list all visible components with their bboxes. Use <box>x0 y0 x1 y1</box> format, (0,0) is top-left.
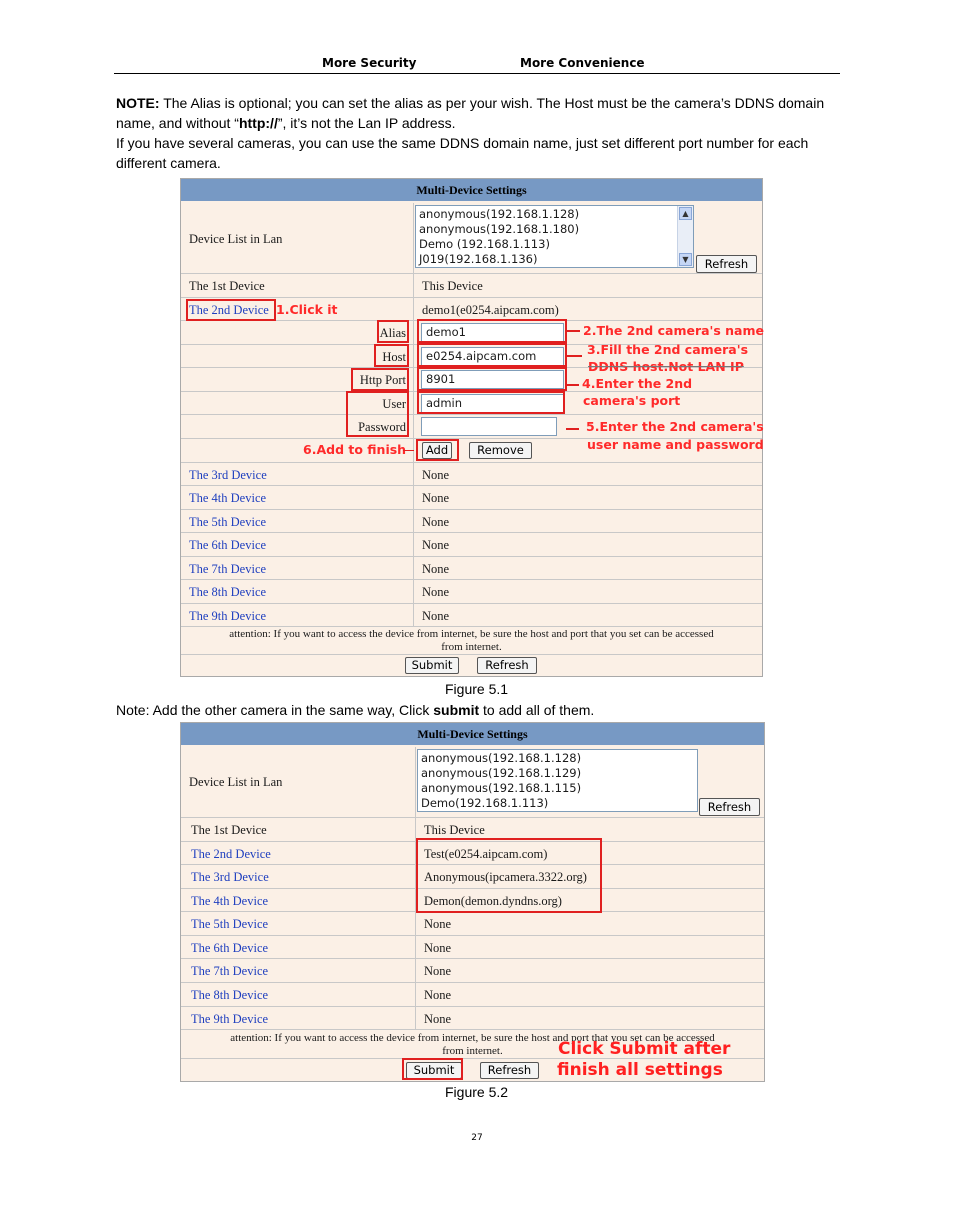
note-text-2: If you have several cameras, you can use the same DDNS domain name, just set different port number for each different camera. <box>116 135 809 171</box>
table-row <box>181 935 764 959</box>
header-left: More Security <box>322 56 417 70</box>
note-label: NOTE: <box>116 95 160 111</box>
highlight-credentials-label <box>346 391 409 437</box>
second-device-link[interactable]: The 2nd Device <box>189 303 269 317</box>
alias-input[interactable]: demo1 <box>421 323 564 342</box>
list-item[interactable]: J019(192.168.1.136) <box>419 252 538 266</box>
header-right: More Convenience <box>520 56 645 70</box>
attention-text-2: from internet. <box>441 641 502 653</box>
fig1-device-list[interactable] <box>415 205 694 268</box>
host-label: Host <box>382 350 406 364</box>
highlight-host-input <box>417 343 567 367</box>
device-1-label: The 1st Device <box>191 823 267 837</box>
attention-text-2: from internet. <box>442 1045 503 1057</box>
figure-caption-1: Figure 5.1 <box>445 681 509 697</box>
attention-text-1: attention: If you want to access the device from internet, be sure the host and port that you set can be accessed <box>229 628 714 640</box>
device-8-link[interactable]: The 8th Device <box>191 988 269 1002</box>
annotation-4b: camera's port <box>583 393 681 408</box>
remove-button[interactable]: Remove <box>469 442 532 459</box>
header-divider <box>114 73 840 74</box>
note-text-1b: ”, it’s not the Lan IP address. <box>277 115 456 131</box>
user-input[interactable]: admin <box>421 394 564 413</box>
attention-text-1: attention: If you want to access the device from internet, be sure the host and port that you set can be accessed <box>230 1032 715 1044</box>
device-3-link[interactable]: The 3rd Device <box>191 870 269 884</box>
highlight-alias-input <box>417 319 567 343</box>
device-5-link[interactable]: The 5th Device <box>189 515 267 529</box>
annotation-4a: 4.Enter the 2nd <box>582 376 693 391</box>
annotation-5a: 5.Enter the 2nd camera's <box>586 419 764 434</box>
device-2-link[interactable]: The 2nd Device <box>191 847 271 861</box>
second-device-value: demo1(e0254.aipcam.com) <box>422 303 559 317</box>
device-6-link[interactable]: The 6th Device <box>191 941 269 955</box>
device-1-value: This Device <box>424 823 485 837</box>
device-9-value: None <box>424 1012 452 1026</box>
device-7-value: None <box>424 964 452 978</box>
note-http: http:// <box>238 115 278 131</box>
password-input[interactable] <box>421 417 557 436</box>
fig1-refresh-button[interactable]: Refresh <box>696 255 757 273</box>
list-item[interactable]: anonymous(192.168.1.129) <box>421 766 582 780</box>
device-3-value: None <box>422 468 450 482</box>
device-7-link[interactable]: The 7th Device <box>191 964 269 978</box>
fig1-device-list-label: Device List in Lan <box>189 232 283 246</box>
port-input[interactable]: 8901 <box>421 370 564 389</box>
list-scrollbar[interactable] <box>677 206 693 267</box>
action-row <box>181 654 762 676</box>
table-row <box>181 911 764 935</box>
pointer-line <box>567 384 579 386</box>
note-2-bold: submit <box>433 702 480 718</box>
device-4-value: Demon(demon.dyndns.org) <box>424 894 562 908</box>
list-item[interactable]: anonymous(192.168.1.115) <box>421 781 582 795</box>
highlight-user-input <box>417 391 565 414</box>
add-button[interactable]: Add <box>422 442 452 459</box>
table-row <box>181 1006 764 1030</box>
first-device-label: The 1st Device <box>189 279 265 293</box>
table-row <box>181 579 762 603</box>
note-text-1: The Alias is optional; you can set the alias as per your wish. The Host must be the camera’s DDNS domain name, and without “ <box>116 95 825 131</box>
note-2-pre: Note: Add the other camera in the same way, Click <box>116 702 434 718</box>
table-row <box>181 556 762 580</box>
device-7-link[interactable]: The 7th Device <box>189 562 267 576</box>
highlight-add-button <box>416 439 459 461</box>
table-row <box>181 273 762 297</box>
table-row <box>181 982 764 1006</box>
fig2-title: Multi-Device Settings <box>181 723 764 745</box>
annotation-submit-a: Click Submit after <box>558 1039 731 1059</box>
refresh-button[interactable]: Refresh <box>480 1062 539 1079</box>
annotation-3b: DDNS host.Not LAN IP <box>588 359 744 374</box>
table-row <box>181 603 762 627</box>
list-item[interactable]: Demo (192.168.1.113) <box>419 237 550 251</box>
list-item[interactable]: anonymous(192.168.1.128) <box>419 207 580 221</box>
pointer-line <box>403 450 414 451</box>
submit-button[interactable]: Submit <box>406 1062 462 1079</box>
pointer-line <box>567 355 582 357</box>
table-row <box>181 485 762 509</box>
port-label: Http Port <box>359 373 406 387</box>
highlight-submit-button <box>402 1058 463 1080</box>
device-7-value: None <box>422 562 450 576</box>
list-item[interactable]: anonymous(192.168.1.180) <box>419 222 580 236</box>
highlight-2nd-device <box>186 299 276 321</box>
device-5-link[interactable]: The 5th Device <box>191 917 269 931</box>
table-row <box>181 958 764 982</box>
device-2-value: Test(e0254.aipcam.com) <box>424 847 548 861</box>
annotation-submit-b: finish all settings <box>557 1060 723 1080</box>
fig2-device-list[interactable] <box>417 749 698 812</box>
device-3-value: Anonymous(ipcamera.3322.org) <box>424 870 587 884</box>
fig1-title: Multi-Device Settings <box>181 179 762 201</box>
fig2-device-list-label: Device List in Lan <box>189 775 283 789</box>
highlight-port-label <box>351 368 409 391</box>
host-input[interactable]: e0254.aipcam.com <box>421 347 564 366</box>
highlight-added-devices <box>416 838 602 913</box>
device-6-value: None <box>424 941 452 955</box>
device-4-link[interactable]: The 4th Device <box>191 894 269 908</box>
device-8-value: None <box>422 585 450 599</box>
table-row <box>181 462 762 486</box>
annotation-6: 6.Add to finish <box>303 442 407 457</box>
submit-button[interactable]: Submit <box>405 657 459 674</box>
annotation-5b: user name and password <box>587 437 764 452</box>
device-6-link[interactable]: The 6th Device <box>189 538 267 552</box>
table-row <box>181 509 762 533</box>
device-3-link[interactable]: The 3rd Device <box>189 468 267 482</box>
first-device-value: This Device <box>422 279 483 293</box>
device-8-value: None <box>424 988 452 1002</box>
alias-label: Alias <box>379 326 406 340</box>
device-6-value: None <box>422 538 450 552</box>
list-item[interactable]: Demo(192.168.1.113) <box>421 796 549 810</box>
note-2-post: to add all of them. <box>479 702 595 718</box>
device-5-value: None <box>424 917 452 931</box>
device-9-value: None <box>422 609 450 623</box>
refresh-button[interactable]: Refresh <box>477 657 537 674</box>
scroll-down-icon[interactable]: ▼ <box>679 253 692 266</box>
device-9-link[interactable]: The 9th Device <box>189 609 267 623</box>
device-8-link[interactable]: The 8th Device <box>189 585 267 599</box>
password-label: Password <box>358 420 406 434</box>
figure-caption-2: Figure 5.2 <box>445 1084 509 1100</box>
scroll-up-icon[interactable]: ▲ <box>679 207 692 220</box>
table-row <box>181 532 762 556</box>
note-2 <box>116 700 836 720</box>
device-5-value: None <box>422 515 450 529</box>
device-4-value: None <box>422 491 450 505</box>
device-9-link[interactable]: The 9th Device <box>191 1012 269 1026</box>
fig2-refresh-button[interactable]: Refresh <box>699 798 760 816</box>
annotation-1: 1.Click it <box>276 302 338 317</box>
user-label: User <box>382 397 406 411</box>
pointer-line <box>567 330 580 332</box>
list-item[interactable]: anonymous(192.168.1.128) <box>421 751 582 765</box>
page-number: 27 <box>471 1133 483 1143</box>
annotation-3a: 3.Fill the 2nd camera's <box>587 342 749 357</box>
annotation-2: 2.The 2nd camera's name <box>583 323 764 338</box>
device-4-link[interactable]: The 4th Device <box>189 491 267 505</box>
attention-row <box>181 626 762 655</box>
highlight-alias-label <box>377 320 409 343</box>
highlight-host-label <box>374 344 409 367</box>
highlight-port-input <box>417 367 567 391</box>
note-paragraph <box>116 93 836 173</box>
pointer-line <box>566 428 579 430</box>
